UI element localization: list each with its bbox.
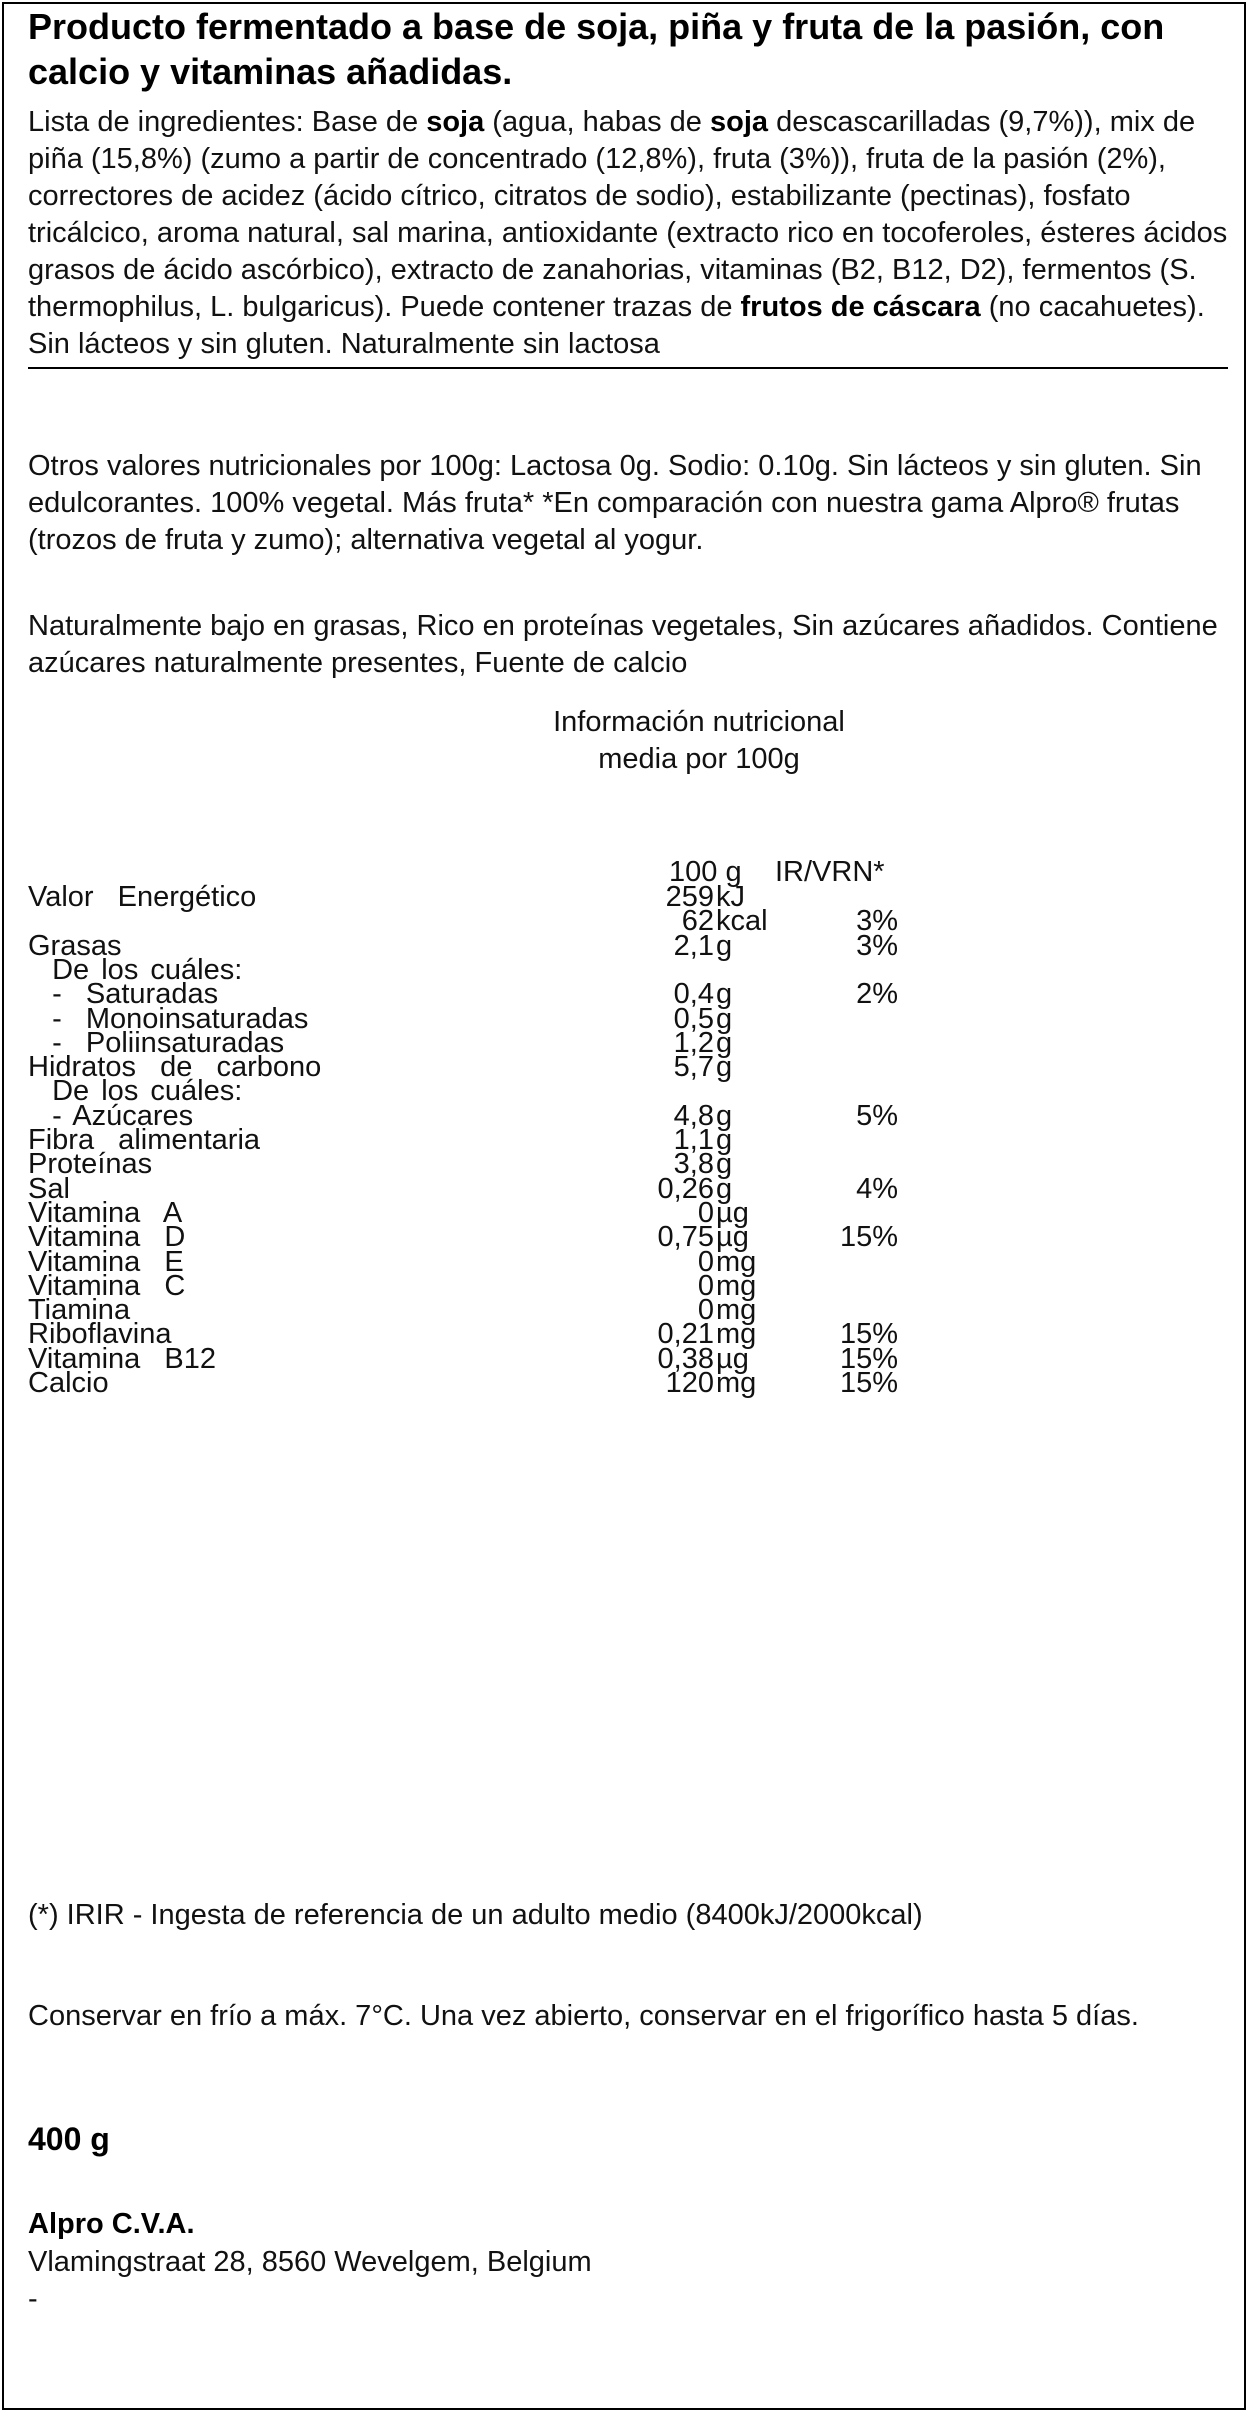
nutrition-heading	[494, 704, 904, 778]
nutrient-unit: kcal	[716, 905, 768, 938]
nutrient-amount: 0,75	[657, 1221, 714, 1254]
nutrient-ri-percent: 2%	[856, 978, 898, 1011]
net-weight: 400 g	[28, 2121, 110, 2157]
column-header-amount: 100 g	[669, 856, 742, 888]
nutrient-unit: mg	[716, 1318, 757, 1351]
nutrient-label: Vitamina B12	[28, 1342, 217, 1375]
nutrient-unit: µg	[716, 1221, 749, 1254]
nutrient-unit: g	[716, 1124, 733, 1156]
nutrient-amount: 259	[665, 881, 714, 913]
nutrient-unit: mg	[716, 1269, 757, 1302]
nutrient-label: Sal	[28, 1172, 70, 1205]
company-address: Vlamingstraat 28, 8560 Wevelgem, Belgium	[28, 2246, 592, 2278]
nutrient-label: De los cuáles:	[28, 1075, 243, 1108]
nutrient-unit: g	[716, 929, 733, 962]
nutrient-ri-percent: 15%	[839, 1342, 898, 1375]
nutrient-amount: 120	[665, 1367, 714, 1399]
nutrient-ri-percent: 15%	[839, 1221, 898, 1254]
nutrient-label: De los cuáles:	[28, 953, 243, 986]
nutrient-amount: 0,4	[673, 978, 714, 1011]
nutrient-amount: 0,21	[657, 1318, 714, 1351]
nutrient-unit: mg	[716, 1245, 757, 1278]
nutrient-amount: 0,5	[673, 1002, 714, 1035]
column-header-ri: IR/VRN*	[775, 856, 885, 888]
nutrient-amount: 0	[697, 1196, 714, 1229]
nutrient-label: Hidratos de carbono	[28, 1051, 322, 1084]
nutrient-amount: 62	[681, 905, 714, 938]
nutrient-unit: g	[716, 1172, 733, 1205]
nutrient-label: - Azúcares	[28, 1099, 194, 1132]
nutrient-label: - Saturadas	[28, 978, 219, 1011]
nutrient-label: - Poliinsaturadas	[28, 1026, 285, 1059]
trailing-dash: -	[28, 2283, 38, 2315]
ingredients-text: (agua, habas de	[484, 106, 710, 138]
nutrient-ri-percent: 3%	[856, 929, 898, 962]
nutrient-amount: 0,26	[657, 1172, 714, 1205]
nutrient-amount: 1,2	[673, 1026, 714, 1059]
nutrition-row	[4, 1365, 1244, 1402]
nutrient-amount: 0	[697, 1245, 714, 1278]
nutrition-claims: Naturalmente bajo en grasas, Rico en proteínas vegetales, Sin azúcares añadidos. Contiene azúcares naturalmente presentes, Fuente de calcio	[28, 610, 1218, 679]
nutrient-label: Tiamina	[28, 1294, 131, 1327]
nutrient-label: Riboflavina	[28, 1318, 172, 1351]
nutrient-label: Vitamina A	[28, 1196, 183, 1229]
nutrient-unit: kJ	[716, 881, 745, 913]
nutrient-amount: 3,8	[673, 1148, 714, 1181]
ingredients-list	[28, 104, 1228, 369]
nutrient-label: Vitamina C	[28, 1269, 186, 1302]
nutrient-amount: 5,7	[673, 1051, 714, 1084]
ingredients-text: Lista de ingredientes: Base de	[28, 106, 427, 138]
nutrient-unit: µg	[716, 1196, 749, 1229]
nutrient-label: Fibra alimentaria	[28, 1124, 261, 1156]
nutrient-label: - Monoinsaturadas	[28, 1002, 309, 1035]
nutrient-unit: g	[716, 1051, 733, 1084]
nutrient-unit: mg	[716, 1294, 757, 1327]
allergen-text: frutos de cáscara	[740, 291, 981, 323]
nutrient-unit: g	[716, 978, 733, 1011]
nutrient-ri-percent: 5%	[856, 1099, 898, 1132]
nutrition-heading-line2: media por 100g	[598, 743, 800, 775]
nutrient-amount: 0,38	[657, 1342, 714, 1375]
ingredients-text: descascarilladas (9,7%)), mix de piña (15,8%) (zumo a partir de concentrado (12,8%), fruta (3%)), fruta de la pasión (2%), correctores de acidez (ácido cítrico, citratos de sodio), estabilizante (pectinas), fosfato tricálcico, aroma natural, sal marina, antioxidante (extracto rico en tocoferoles, ésteres ácidos grasos de ácido ascórbico), extracto de zanahorias, vitaminas (B2, B12, D2), fermentos (S. thermophilus, L. bulgaricus). Puede contener trazas de	[28, 106, 1228, 323]
nutrient-unit: mg	[716, 1367, 757, 1399]
company-name: Alpro C.V.A.	[28, 2208, 195, 2240]
nutrient-ri-percent: 15%	[839, 1318, 898, 1351]
ingredients-text: (no cacahuetes). Sin lácteos y sin gluten. Naturalmente sin lactosa	[28, 291, 1205, 360]
ri-footnote: (*) IRIR - Ingesta de referencia de un adulto medio (8400kJ/2000kcal)	[28, 1899, 923, 1931]
nutrient-ri-percent: 3%	[856, 905, 898, 938]
nutrient-ri-percent: 4%	[856, 1172, 898, 1205]
nutrient-ri-percent: 15%	[839, 1367, 898, 1399]
nutrient-amount: 4,8	[673, 1099, 714, 1132]
nutrient-label: Valor Energético	[28, 881, 257, 913]
storage-instructions: Conservar en frío a máx. 7°C. Una vez abierto, conservar en el frigorífico hasta 5 días.	[28, 2000, 1139, 2032]
nutrient-label: Grasas	[28, 929, 122, 962]
nutrient-unit: µg	[716, 1342, 749, 1375]
allergen-text: soja	[426, 106, 485, 138]
nutrient-unit: g	[716, 1002, 733, 1035]
nutrient-label: Calcio	[28, 1367, 109, 1399]
nutrient-amount: 0	[697, 1269, 714, 1302]
nutrition-heading-line1: Información nutricional	[553, 706, 845, 738]
nutrient-label: Proteínas	[28, 1148, 153, 1181]
nutrient-amount: 1,1	[673, 1124, 714, 1156]
allergen-text: soja	[709, 106, 769, 138]
nutrient-unit: g	[716, 1099, 733, 1132]
nutrient-amount: 2,1	[673, 929, 714, 962]
other-nutrition-values: Otros valores nutricionales por 100g: Lactosa 0g. Sodio: 0.10g. Sin lácteos y sin gluten. Sin edulcorantes. 100% vegetal. Más fruta* *En comparación con nuestra gama Alpro® frutas (trozos de fruta y zumo); alternativa vegetal al yogur.	[28, 450, 1202, 556]
product-title: Producto fermentado a base de soja, piña y fruta de la pasión, con calcio y vitaminas añadidas.	[28, 6, 1165, 92]
nutrient-label: Vitamina D	[28, 1221, 186, 1254]
nutrient-amount: 0	[697, 1294, 714, 1327]
label-sheet	[2, 2, 1246, 2410]
nutrient-unit: g	[716, 1148, 733, 1181]
nutrient-label: Vitamina E	[28, 1245, 184, 1278]
nutrient-unit: g	[716, 1026, 733, 1059]
